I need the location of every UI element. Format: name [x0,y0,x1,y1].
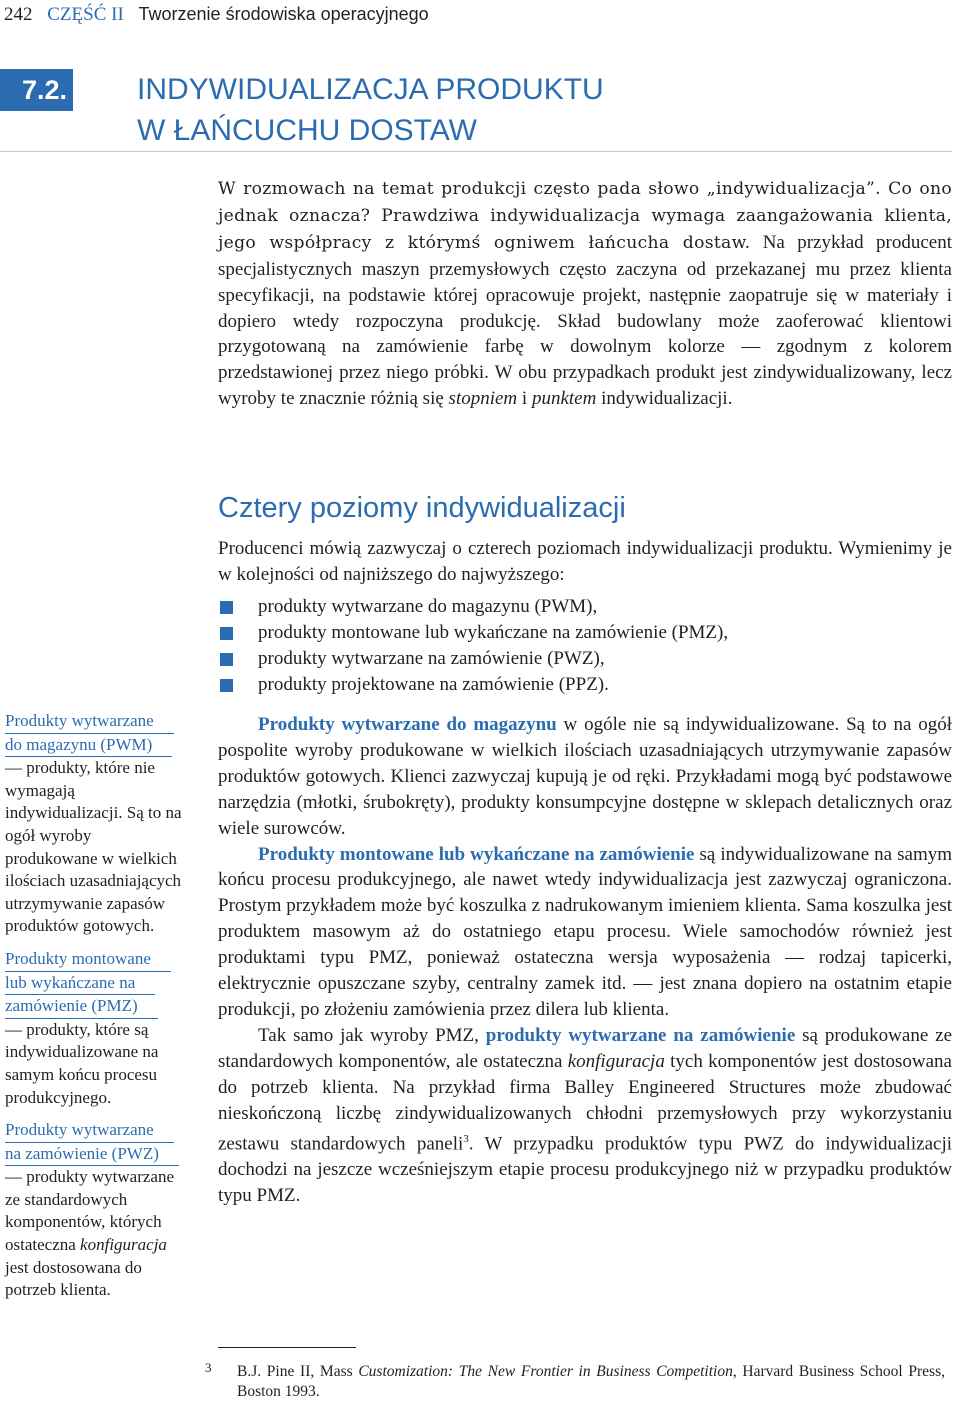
subheading: Cztery poziomy indywidualizacji [218,492,626,524]
margin-note-title: Produkty wytwarzane do magazynu (PWM) [5,710,185,757]
bullet-square-icon [220,679,233,692]
margin-note-pwm [5,710,185,938]
list-item: produkty projektowane na zamówienie (PPZ). [218,672,952,698]
levels-section [218,536,952,697]
footnote-ref[interactable]: 3 [463,1132,469,1145]
part-title: Tworzenie środowiska operacyjnego [138,4,429,24]
margin-note-pwz [5,1119,185,1302]
margin-note-body: — produkty, które nie wymagają indywidualizacji. Są to na ogół wyroby produkowane w wielkich ilościach uzasadniających utrzymywanie zapasów produktów gotowych. [5,758,182,936]
section-divider [0,151,952,152]
part-label: CZĘŚĆ II [47,4,124,25]
section-title-line1: INDYWIDUALIZACJA PRODUKTU [137,73,604,106]
margin-note-body: — produkty wytwarzane ze standardowych komponentów, których ostateczna konfiguracja jest dostosowana do potrzeb klienta. [5,1167,175,1300]
section-number: 7.2. [0,69,73,111]
section-title-line2: W ŁAŃCUCHU DOSTAW [137,114,477,147]
footnote-divider [218,1347,356,1348]
levels-intro: Producenci mówią zazwyczaj o czterech poziomach indywidualizacji produktu. Wymienimy je w kolejności od najniższego do najwyższego: [218,538,952,585]
intro-em-stopniem: stopniem [448,388,518,410]
section-title [137,69,604,151]
footnote-text: B.J. Pine II, Mass Customization: The New Frontier in Business Competition, Harvard Business School Press, Boston 1993. [237,1363,945,1400]
margin-note-title: Produkty wytwarzane na zamówienie (PWZ) [5,1119,185,1166]
body-text [218,712,952,1209]
term-pwz: produkty wytwarzane na zamówienie [485,1024,796,1046]
intro-part1: W rozmowach na temat produkcji często pada słowo „indywidualizacja”. Co ono jednak oznacza? Prawdziwa indywidualizacja wymaga zaangażowania klienta, jego współpracy z którymś ogniwem łańcucha dostaw. [218,179,952,253]
term-pwm: Produkty wytwarzane do magazynu [258,714,557,735]
paragraph-pmz: Produkty montowane lub wykańczane na zamówienie są indywidualizowane na samym końcu procesu produkcyjnego, ale nawet wtedy indywidualizacja jest zazwyczaj ograniczona. Prostym przykładem może być koszulka z nadrukowanym imieniem klienta. Sama koszulka jest produktem masowym aż do ostatniego etapu procesu. Wiele samochodów również jest produktami typu PMZ, ponieważ ostateczna wersja wyposażenia — rodzaj tapicerki, elektrycznie opuszczane szyby, centralny zamek itd. — jest znana dopiero na ostatnim etapie produkcji, po złożeniu zamówienia przez dilera lub klienta. [218,843,953,1020]
em-konfiguracja: konfiguracja [567,1050,665,1072]
levels-list [218,594,952,698]
margin-note-body: — produkty, które są indywidualizowane na samym końcu procesu produkcyjnego. [5,1019,159,1107]
intro-mid: i [517,388,532,410]
list-item: produkty wytwarzane do magazynu (PWM), [218,594,952,620]
bullet-square-icon [220,653,233,666]
footnote-number: 3 [205,1360,212,1375]
margin-note-pmz [5,948,185,1109]
paragraph-pwm: Produkty wytwarzane do magazynu w ogóle nie są indywidualizowane. Są to na ogół pospolite wyroby produkowane w wielkich ilościach uzasadniających utrzymywanie zapasów produktów gotowych. Klienci zazwyczaj kupują je od ręki. Przykładami mogą być podstawowe narzędzia (młotki, śrubokręty), produkty konsumpcyjne dostępne w sklepach detalicznych oraz wiele surowców. [218,714,952,839]
paragraph-pwz: Tak samo jak wyroby PMZ, produkty wytwarzane na zamówienie są produkowane ze standardowych komponentów, ale ostateczna konfiguracja tych komponentów jest dostosowana do potrzeb klienta. Na przykład firma Balley Engineered Structures może zbudować nieskończoną liczbę zindywidualizowanych chłodni przemysłowych przy wykorzystaniu zestawu standardowych paneli$^3$. W przypadku produktów typu PWZ do indywidualizacji dochodzi na jeszcze wcześniejszym etapie procesu produkcyjnego niż w przypadku produktów typu PMZ. [218,1024,953,1206]
bullet-square-icon [220,627,233,640]
intro-post: indywidualizacji. [596,388,733,410]
list-item: produkty montowane lub wykańczane na zamówienie (PMZ), [218,620,952,646]
intro-paragraph [218,176,952,412]
term-pmz: Produkty montowane lub wykańczane na zamówienie [258,843,695,865]
footnote [205,1362,945,1402]
intro-part2: Na przykład producent specjalistycznych maszyn przemysłowych często zaczyna od przekazanej mu przez klienta specyfikacji, na podstawie której opracowuje projekt, następnie zaopatruje się w materiały i dopiero wtedy rozpoczyna produkcję. Skład budowlany może zaoferować klientowi przygotowaną na zamówienie farbę w dowolnym kolorze — zgodnym z kolorem przedstawionej przez niego próbki. W obu przypadkach produkt jest zindywidualizowany, lecz wyroby te znacznie różnią się [218,231,952,410]
list-item: produkty wytwarzane na zamówienie (PWZ), [218,646,952,672]
margin-notes [5,710,185,1312]
bullet-square-icon [220,601,233,614]
running-header [4,4,429,26]
margin-note-title: Produkty montowane lub wykańczane na zamówienie (PMZ) [5,948,185,1019]
page-number: 242 [4,4,33,25]
intro-em-punktem: punktem [531,388,597,410]
